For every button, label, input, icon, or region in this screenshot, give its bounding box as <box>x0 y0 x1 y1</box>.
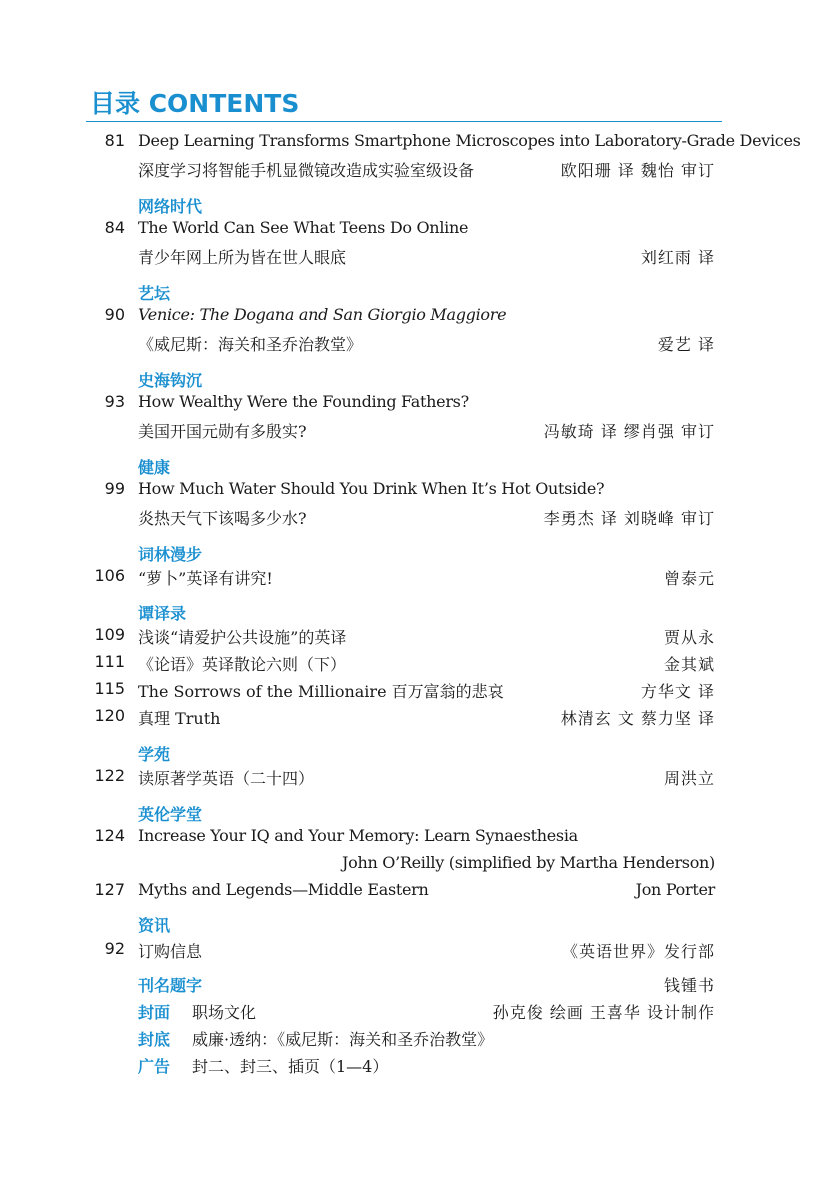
article-title-en[interactable]: How Much Water Should You Drink When It’s Hot Outside? <box>138 479 605 498</box>
page-number: 115 <box>94 679 125 698</box>
article-credit: 曾泰元 <box>663 569 715 588</box>
page-number: 90 <box>104 305 125 324</box>
article-title-en[interactable]: The World Can See What Teens Do Online <box>138 218 469 237</box>
article-title-zh[interactable]: 读原著学英语（二十四） <box>138 769 315 788</box>
page-number: 106 <box>94 566 125 585</box>
section-heading: 艺坛 <box>138 284 171 303</box>
article-credit: Jon Porter <box>635 880 715 899</box>
article-title-en[interactable]: Deep Learning Transforms Smartphone Microscopes into Laboratory-Grade Devices <box>138 131 801 150</box>
article-title-zh[interactable]: 美国开国元勋有多殷实? <box>138 422 307 441</box>
article-credit: 《英语世界》发行部 <box>561 942 715 961</box>
article-credit: 冯敏琦 译 缪肖强 审订 <box>543 422 715 441</box>
article-title-zh[interactable]: 《论语》英译散论六则（下） <box>138 655 347 674</box>
cover-text: 职场文化 <box>192 1003 257 1022</box>
page-number: 92 <box>104 939 125 958</box>
article-credit: John O’Reilly (simplified by Martha Henderson) <box>342 853 715 872</box>
section-heading: 资讯 <box>138 916 171 935</box>
title-calligraphy-credit: 钱锺书 <box>663 976 715 995</box>
title-calligraphy-label: 刊名题字 <box>138 976 203 995</box>
section-heading: 英伦学堂 <box>138 805 203 824</box>
title-divider <box>86 121 722 122</box>
article-credit: 金其斌 <box>663 655 715 674</box>
article-title-en[interactable]: Myths and Legends—Middle Eastern <box>138 880 429 899</box>
page-number: 120 <box>94 706 125 725</box>
page-number: 109 <box>94 625 125 644</box>
article-title-en[interactable]: Increase Your IQ and Your Memory: Learn Synaesthesia <box>138 826 578 845</box>
article-title-zh[interactable]: 深度学习将智能手机显微镜改造成实验室级设备 <box>138 161 475 180</box>
article-title-zh[interactable]: “萝卜”英译有讲究! <box>138 569 273 588</box>
section-heading: 网络时代 <box>138 197 203 216</box>
article-title-zh[interactable]: 订购信息 <box>138 942 203 961</box>
page-number: 124 <box>94 826 125 845</box>
cover-label: 封面 <box>138 1003 171 1022</box>
article-title-zh[interactable]: 《威尼斯：海关和圣乔治教堂》 <box>138 335 363 354</box>
page-number: 93 <box>104 392 125 411</box>
section-heading: 史海钩沉 <box>138 371 203 390</box>
article-title-zh[interactable]: The Sorrows of the Millionaire 百万富翁的悲哀 <box>138 682 504 701</box>
page-title: 目录 CONTENTS <box>90 89 300 118</box>
article-credit: 爱艺 译 <box>657 335 715 354</box>
article-credit: 贾从永 <box>663 628 715 647</box>
article-title-en[interactable]: Venice: The Dogana and San Giorgio Maggiore <box>138 305 507 324</box>
section-heading: 健康 <box>138 458 171 477</box>
article-title-en[interactable]: How Wealthy Were the Founding Fathers? <box>138 392 469 411</box>
article-credit: 刘红雨 译 <box>640 248 715 267</box>
article-credit: 周洪立 <box>663 769 715 788</box>
article-title-zh[interactable]: 炎热天气下该喝多少水? <box>138 509 307 528</box>
article-title-zh[interactable]: 青少年网上所为皆在世人眼底 <box>138 248 347 267</box>
back-cover-label: 封底 <box>138 1030 171 1049</box>
section-heading: 谭译录 <box>138 604 187 623</box>
article-title-zh[interactable]: 浅谈“请爱护公共设施”的英译 <box>138 628 347 647</box>
article-credit: 李勇杰 译 刘晓峰 审订 <box>543 509 715 528</box>
page-number: 122 <box>94 766 125 785</box>
section-heading: 学苑 <box>138 745 171 764</box>
article-credit: 方华文 译 <box>640 682 715 701</box>
ads-label: 广告 <box>138 1057 171 1076</box>
back-cover-text: 威廉·透纳：《威尼斯：海关和圣乔治教堂》 <box>192 1030 494 1049</box>
article-credit: 林清玄 文 蔡力坚 译 <box>560 709 715 728</box>
article-title-zh[interactable]: 真理 Truth <box>138 709 221 728</box>
page-number: 111 <box>94 652 125 671</box>
page-number: 81 <box>104 131 125 150</box>
cover-credit: 孙克俊 绘画 王喜华 设计制作 <box>492 1003 715 1022</box>
page-number: 127 <box>94 880 125 899</box>
article-credit: 欧阳珊 译 魏怡 审订 <box>560 161 715 180</box>
page-number: 99 <box>104 479 125 498</box>
ads-text: 封二、封三、插页（1—4） <box>192 1057 389 1076</box>
section-heading: 词林漫步 <box>138 545 203 564</box>
page-number: 84 <box>104 218 125 237</box>
